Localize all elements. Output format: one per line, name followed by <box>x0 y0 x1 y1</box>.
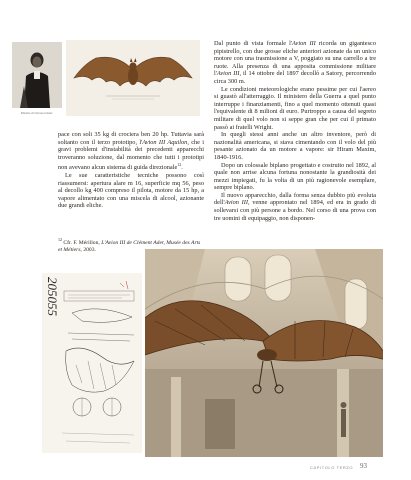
right-paragraph-2: Le condizioni meteorologiche erano pessime per cui l'aereo si guastò all'atterraggio. Il ministero della Guerra a quel punto interruppe i finanziamenti, fino a quel momento ottenuti quasi l'equivalente di 8 milioni di euro. Purtroppo a causa del segreto militare di quel volo non si seppe gran che per cui il primato passò ai fratelli Wright. <box>214 85 376 131</box>
bat-illustration <box>66 40 200 116</box>
right-paragraph-3: In quegli stessi anni anche un altro inventore, però di nazionalità americana, si stava cimentando con il volo del più pesante azionato da un motore a vapore: sir Hiram Maxim, 1840-1916. <box>214 131 376 161</box>
italic-title: Avion III <box>216 70 240 78</box>
text-run: Dal punto di vista formale l' <box>214 40 293 47</box>
technical-drawing-icon <box>42 273 142 453</box>
footnote-number: 12 <box>58 237 62 242</box>
bat-illustration-icon <box>66 40 200 116</box>
museum-aircraft-photo <box>145 249 383 457</box>
footnote-marker[interactable]: 12 <box>177 162 182 168</box>
running-head: CAPITOLO TERZO <box>310 465 354 470</box>
page-number: 93 <box>360 462 367 470</box>
museum-aircraft-photo-icon <box>145 249 383 457</box>
text-run: , venne approntato nel 1894, ed era in grado di sollevarsi con più persone a bordo. Nel corso di una prova con tre uomini di equipaggio, non disponen- <box>214 199 376 222</box>
technical-drawing <box>42 273 142 453</box>
right-paragraph-5 <box>214 192 376 222</box>
footnote-title: L'Avion III de Clément Ader, Musée des Arts et Métiers <box>58 239 201 253</box>
portrait-photo-icon <box>12 42 62 108</box>
left-paragraph-2: Le sue caratteristiche tecniche possono così riassumersi: apertura alare m 16, superficie mq 56, peso al decollo kg 400 compreso il pilota, motore da 15 hp, a vapore alimentato con una miscela di alcool, azionante due grandi eliche. <box>58 172 204 210</box>
text-run: , il 14 ottobre del 1897 decollò a Satory, percorrendo circa 300 m. <box>214 70 376 85</box>
italic-title: Avion III <box>224 199 248 207</box>
footnote-text: Cfr. F. Mérillon, <box>63 239 102 246</box>
text-run: ricorda un gigantesco pipistrello, con due grosse eliche anteriori azionate da un unico motore con una trasmissione a V, poggiato su una carrello a tre ruote. Alla presenza di una apposita commissione militare l' <box>214 40 376 78</box>
portrait-photo <box>12 42 62 108</box>
italic-title: Avion III <box>292 40 316 47</box>
drawing-number: 205055 <box>45 277 60 316</box>
right-column-text <box>214 40 376 222</box>
text-run: Il nuovo apparecchio, dalla forma senza dubbio più evoluta dell' <box>214 191 376 207</box>
left-column-text <box>58 131 204 210</box>
italic-title: Avion III Aquilon <box>142 138 188 146</box>
right-paragraph-1 <box>214 40 376 86</box>
text-run: , che i gravi problemi d'instabilità dei precedenti apparecchi troveranno soluzione, dal momento che tutti i prototipi non avevano alcun sistema di guida direzionale <box>58 138 205 172</box>
footnote-text: , 2003. <box>80 246 96 253</box>
text-run: pace con soli 35 kg di crociera ben 20 hp. Tuttavia sarà soltanto con il terzo prototipo, l' <box>58 131 204 146</box>
right-paragraph-4: Dopo un colossale biplano progettato e costruito nel 1892, al quale non arrise alcuna fortuna nonostante la grandiosità dei mezzi impiegati, fu la volta di un più ragionevole esemplare, sempre biplano. <box>214 161 376 192</box>
left-paragraph-1: pace con soli 35 kg di crociera ben 20 hp. Tuttavia sarà soltanto con il terzo prototipo, l'Avion III Aquilon, che i gravi problemi d'instabilità dei precedenti apparecchi troveranno soluzione, dal momento che tutti i prototipi non avevano alcun sistema di guida direzionale$^{12}$. <box>58 131 205 172</box>
portrait-caption: Ritratto di Clément Ader. <box>20 111 54 115</box>
